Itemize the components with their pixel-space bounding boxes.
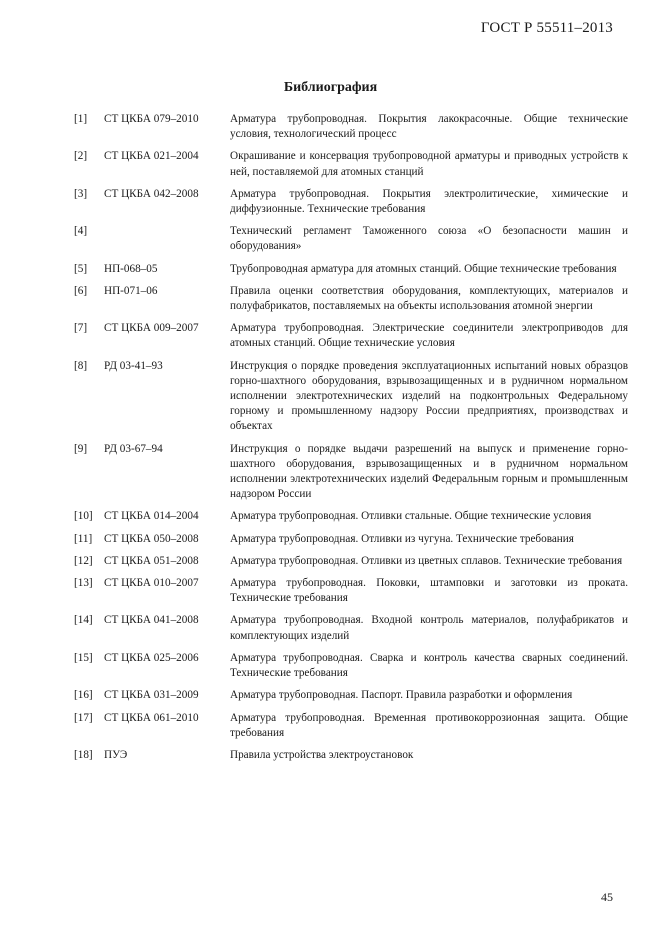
bibliography-entry (74, 532, 628, 547)
entry-description: Технический регламент Таможенного союза «О безопасности машин и оборудования» (230, 225, 628, 253)
entry-code: СТ ЦКБА 079–2010 (104, 113, 199, 125)
entry-number: [8] (74, 359, 88, 372)
entry-code: СТ ЦКБА 061–2010 (104, 711, 199, 724)
entry-number: [9] (74, 442, 88, 455)
bibliography-entry (74, 651, 628, 681)
entry-code: РД 03-67–94 (104, 442, 163, 455)
entry-description: Арматура трубопроводная. Покрытия электролитические, химические и диффузионные. Технические требования (230, 187, 628, 216)
bibliography-entry (74, 576, 628, 606)
entry-number: [16] (74, 689, 93, 702)
entry-code: СТ ЦКБА 014–2004 (104, 510, 199, 523)
entry-code: СТ ЦКБА 050–2008 (104, 532, 199, 545)
entry-code: СТ ЦКБА 025–2006 (104, 651, 199, 664)
bibliography-entry (74, 359, 628, 435)
bibliography-entry (74, 442, 628, 503)
entry-number: [14] (74, 614, 93, 627)
entry-code: ПУЭ (104, 748, 128, 761)
entry-number: [1] (74, 113, 88, 125)
bibliography-entry (74, 112, 628, 142)
entry-description: Арматура трубопроводная. Сварка и контроль качества сварных соединений. Технические требования (230, 651, 628, 680)
entry-description: Арматура трубопроводная. Временная противокоррозионная защита. Общие требования (230, 711, 628, 739)
bibliography-list (74, 112, 628, 770)
entry-number: [17] (74, 711, 93, 724)
entry-code: СТ ЦКБА 010–2007 (104, 577, 199, 590)
entry-number: [18] (74, 748, 93, 761)
bibliography-entry (74, 262, 628, 277)
entry-number: [3] (74, 187, 88, 200)
entry-code: РД 03-41–93 (104, 359, 163, 372)
bibliography-entry (74, 509, 628, 524)
entry-code: СТ ЦКБА 021–2004 (104, 150, 199, 163)
bibliography-entry (74, 748, 628, 763)
entry-description: Арматура трубопроводная. Паспорт. Правила разработки и оформления (230, 689, 573, 702)
entry-number: [7] (74, 322, 88, 335)
entry-number: [6] (74, 284, 88, 297)
document-id-header: ГОСТ Р 55511–2013 (480, 20, 613, 36)
entry-description: Трубопроводная арматура для атомных станций. Общие технические требования (230, 262, 617, 275)
entry-code: СТ ЦКБА 041–2008 (104, 614, 199, 627)
entry-code: СТ ЦКБА 031–2009 (104, 689, 199, 702)
bibliography-entry (74, 224, 628, 254)
entry-number: [12] (74, 554, 93, 567)
entry-code: НП-068–05 (104, 262, 158, 275)
bibliography-entry (74, 149, 628, 179)
page-title: Библиография (283, 80, 378, 95)
entry-description: Арматура трубопроводная. Электрические соединители электроприводов для атомных станций. Общие технические условия (230, 322, 628, 350)
entry-description: Арматура трубопроводная. Покрытия лакокрасочные. Общие технические условия, технологический процесс (230, 113, 628, 141)
entry-description: Правила оценки соответствия оборудования, комплектующих, материалов и полуфабрикатов, поставляемых на объекты использования атомной энергии (230, 284, 628, 313)
bibliography-entry (74, 554, 628, 569)
entry-code: СТ ЦКБА 009–2007 (104, 322, 199, 335)
entry-description: Окрашивание и консервация трубопроводной арматуры и приводных устройств к ней, поставляемой для атомных станций (230, 150, 628, 178)
entry-description: Арматура трубопроводная. Поковки, штамповки и заготовки из проката. Технические требования (230, 577, 628, 605)
entry-number: [15] (74, 651, 93, 664)
entry-description: Правила устройства электроустановок (230, 748, 414, 761)
entry-description: Арматура трубопроводная. Отливки из цветных сплавов. Технические требования (230, 554, 623, 567)
entry-description: Инструкция о порядке выдачи разрешений на выпуск и применение горно-шахтного оборудования, взрывозащищенных и в рудничном нормальном исполнении электротехнических изделий Федеральным горным и промышленным надзором России (230, 442, 628, 501)
bibliography-entry (74, 284, 628, 314)
bibliography-entry (74, 688, 628, 703)
entry-code: СТ ЦКБА 042–2008 (104, 187, 199, 200)
entry-description: Инструкция о порядке проведения эксплуатационных испытаний новых образцов горно-шахтного оборудования, взрывозащищенных и в рудничном нормальном исполнении электротехнических изделий на подконтрольных Федеральному горному и промышленному надзору России предприятиях, производствах и объектах (230, 359, 628, 433)
entry-description: Арматура трубопроводная. Отливки из чугуна. Технические требования (230, 532, 574, 545)
entry-description: Арматура трубопроводная. Отливки стальные. Общие технические условия (230, 510, 592, 523)
entry-description: Арматура трубопроводная. Входной контроль материалов, полуфабрикатов и комплектующих изделий (230, 614, 628, 642)
bibliography-entry (74, 321, 628, 351)
entry-number: [5] (74, 262, 88, 275)
entry-number: [10] (74, 510, 93, 523)
bibliography-entry (74, 613, 628, 643)
bibliography-entry (74, 711, 628, 741)
entry-number: [11] (74, 532, 93, 545)
page-number: 45 (601, 890, 613, 904)
bibliography-entry (74, 187, 628, 217)
entry-number: [13] (74, 577, 93, 590)
entry-code: НП-071–06 (104, 284, 158, 297)
entry-code: СТ ЦКБА 051–2008 (104, 554, 199, 567)
entry-number: [2] (74, 150, 88, 163)
entry-number: [4] (74, 225, 88, 238)
